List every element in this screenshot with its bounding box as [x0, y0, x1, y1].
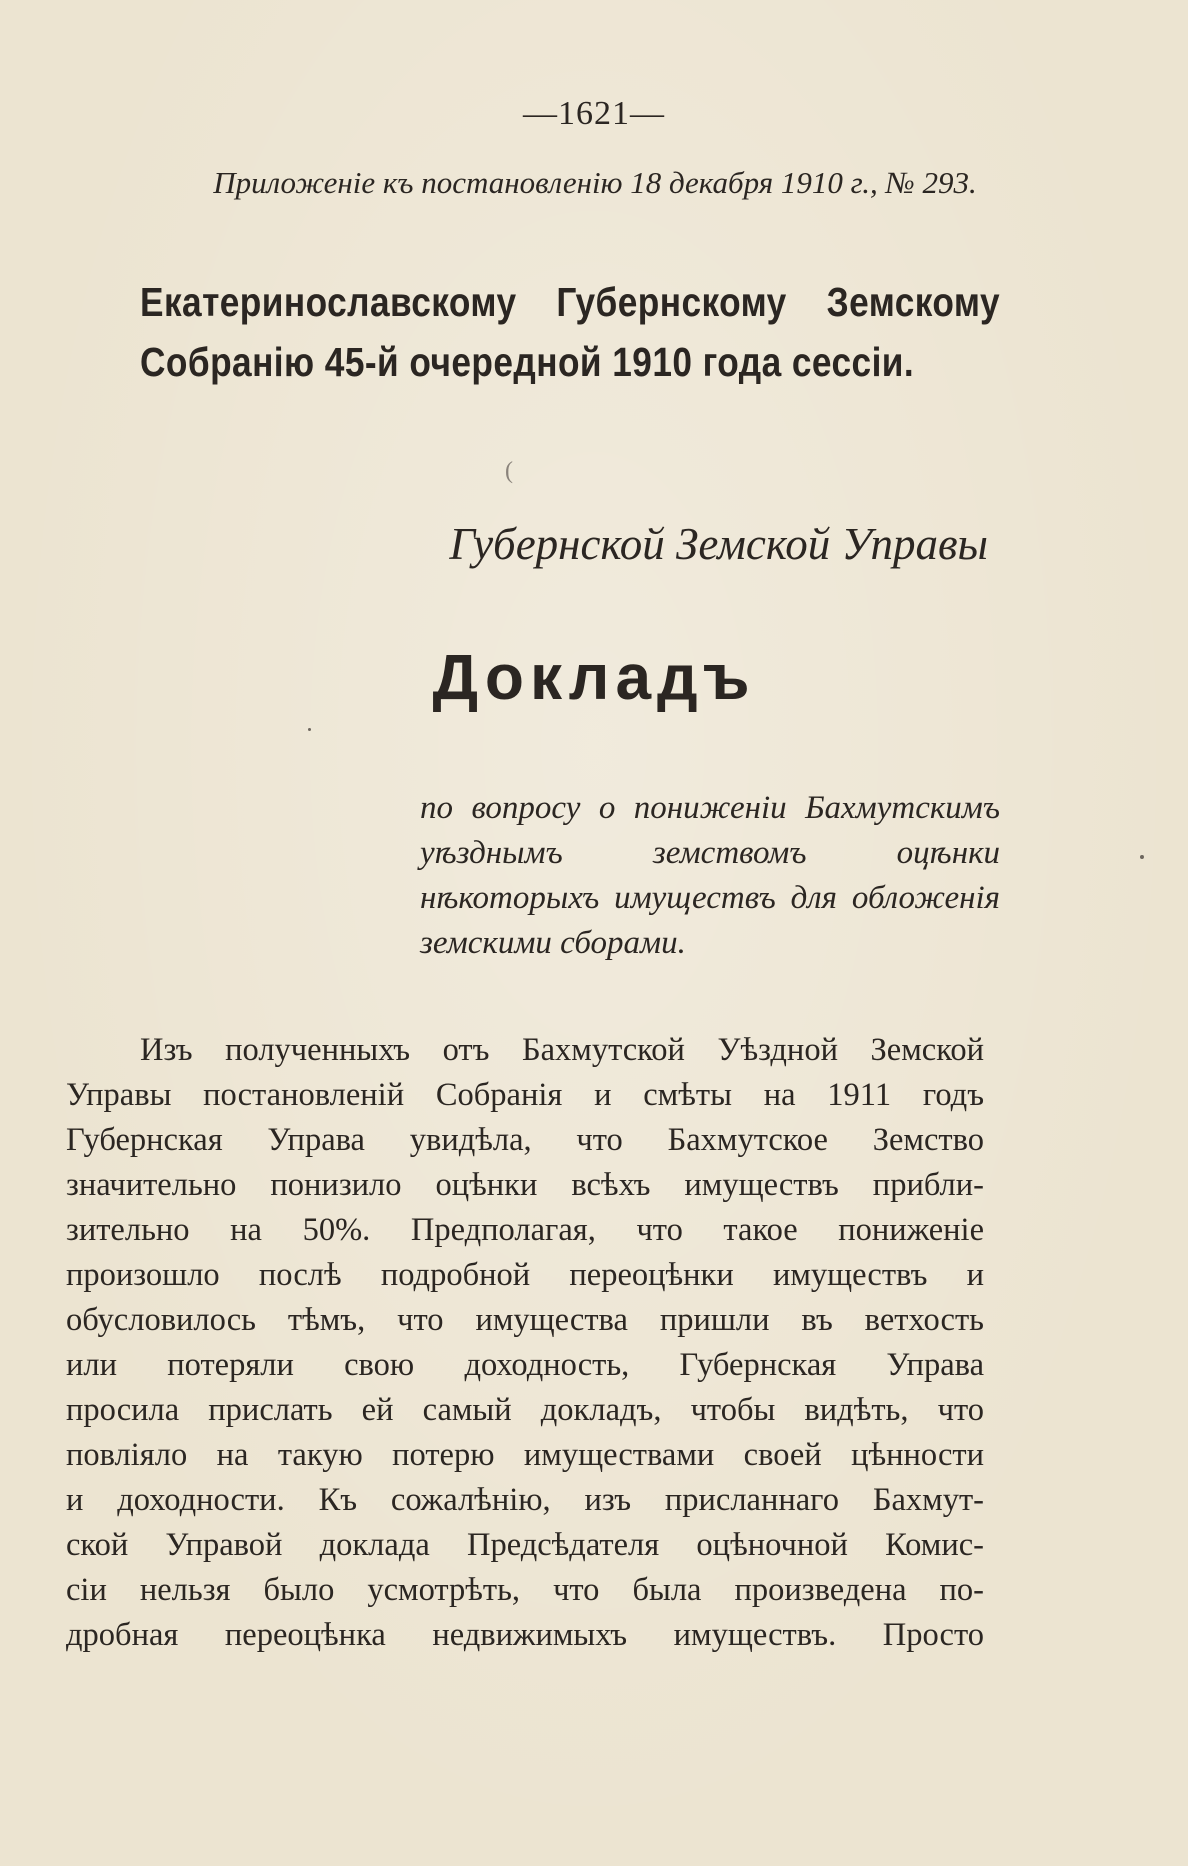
body-line: или потеряли свою доходность, Губернская Управа: [66, 1347, 984, 1383]
body-line: повлiяло на такую потерю имуществами своей цѣнности: [66, 1437, 984, 1473]
body-line: и доходности. Къ сожалѣнiю, изъ присланнаго Бахмут-: [66, 1482, 984, 1518]
report-subject: по вопросу о пониженiи Бахмутскимъ уѣзднымъ земствомъ оцѣнки нѣкоторыхъ имуществъ для обложенiя земскими сборами.: [420, 790, 1000, 961]
appendix-note: Приложенiе къ постановленiю 18 декабря 1910 г., № 293.: [213, 165, 977, 200]
body-line: произошло послѣ подробной переоцѣнки имуществъ и: [66, 1257, 984, 1293]
body-line: Губернская Управа увидѣла, что Бахмутское Земство: [66, 1122, 984, 1158]
page-number: —1621—: [523, 95, 665, 132]
report-heading: Докладъ: [432, 641, 756, 713]
body-paragraph: [66, 1028, 984, 1658]
bracket-mark: (: [505, 458, 513, 484]
body-line: обусловилось тѣмъ, что имущества пришли въ ветхость: [66, 1302, 984, 1338]
body-line: просила прислать ей самый докладъ, чтобы видѣть, что: [66, 1392, 984, 1428]
body-line: ской Управой доклада Предсѣдателя оцѣночной Комис-: [66, 1527, 984, 1563]
body-line: Управы постановленiй Собранiя и смѣты на 1911 годъ: [66, 1077, 984, 1113]
assembly-title: Екатеринославскому Губернскому Земскому Собранiю 45-й очередной 1910 года сессiи.: [140, 279, 1000, 385]
paper-speck: [1140, 855, 1144, 859]
body-line: сiи нельзя было усмотрѣть, что была произведена по-: [66, 1572, 984, 1608]
body-line: Изъ полученныхъ отъ Бахмутской Уѣздной Земской: [140, 1032, 984, 1068]
body-line: зительно на 50%. Предполагая, что такое пониженiе: [66, 1212, 984, 1248]
body-line: дробная переоцѣнка недвижимыхъ имуществъ. Просто: [66, 1617, 984, 1653]
board-heading: Губернской Земской Управы: [449, 519, 988, 569]
paper-speck: [308, 728, 311, 731]
body-line: значительно понизило оцѣнки всѣхъ имуществъ прибли-: [66, 1167, 984, 1203]
